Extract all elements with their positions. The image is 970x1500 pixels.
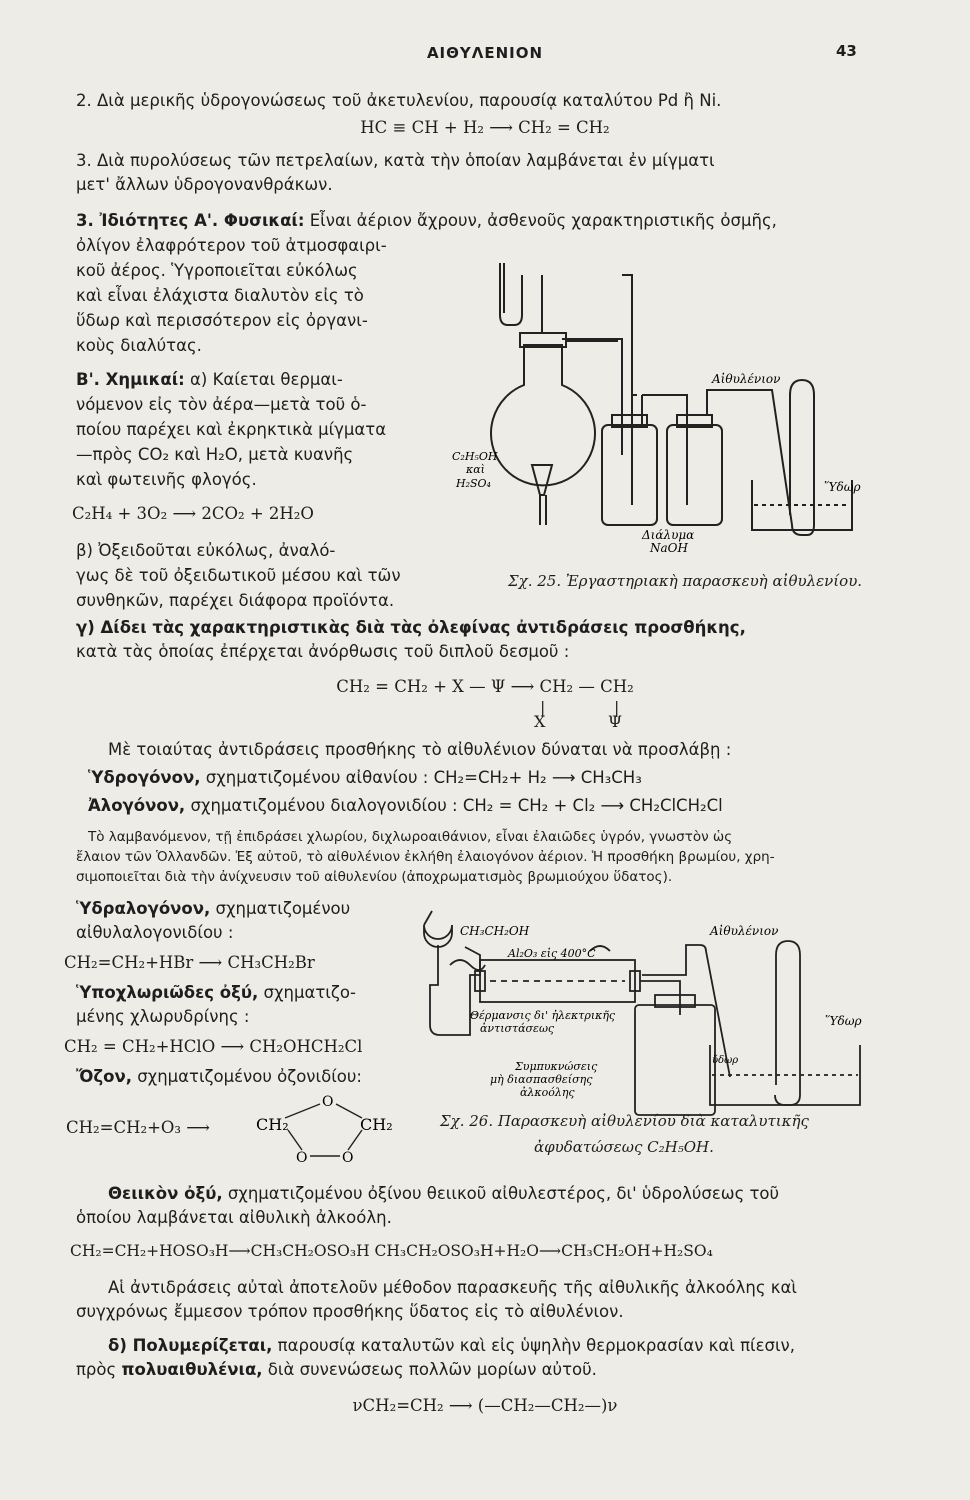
text-line — [76, 210, 888, 232]
text-line — [108, 1335, 920, 1357]
text-line: καὶ εἶναι ἐλάχιστα διαλυτὸν εἰς τὸ — [76, 286, 364, 305]
term: δ) Πολυμερίζεται, — [108, 1336, 273, 1355]
section-heading: Β'. Χημικαί: — [76, 370, 185, 389]
text-line: συνθηκῶν, παρέχει διάφορα προϊόντα. — [76, 591, 395, 610]
text-span: διὰ συνενώσεως πολλῶν μορίων αὐτοῦ. — [262, 1360, 597, 1379]
text-line: Μὲ τοιαύτας ἀντιδράσεις προσθήκης τὸ αἰθυλένιον δύναται νὰ προσλάβῃ : — [108, 740, 732, 759]
ozonide-oxygen: O — [322, 1094, 334, 1110]
text-span: σχηματιζομένου ὀζονιδίου: — [131, 1067, 362, 1086]
label-solution: NaOH — [650, 541, 688, 555]
text-line: 2. Διὰ μερικῆς ὑδρογονώσεως τοῦ ἀκετυλενίου, παρουσίᾳ καταλύτου Pd ἢ Ni. — [76, 91, 722, 110]
text-line — [76, 1066, 466, 1088]
text-line: κοὺς διαλύτας. — [76, 336, 202, 355]
equation: CH₂ = CH₂ + X — Ψ ⟶ CH₂ — CH₂ — [336, 677, 634, 696]
text-span: σχηματιζομένου αἰθανίου : CH₂=CH₂+ H₂ ⟶ CH₃CH₃ — [200, 768, 642, 787]
text-line: συγχρόνως ἔμμεσον τρόπον προσθήκης ὕδατος εἰς τὸ αἰθυλένιον. — [76, 1302, 624, 1321]
wash-bottle-1 — [602, 425, 657, 525]
text-line — [76, 369, 466, 391]
equation: HC ≡ CH + H₂ ⟶ CH₂ = CH₂ — [360, 118, 610, 137]
ozonide-structure — [250, 1090, 410, 1170]
equation: CH₂=CH₂+HOSO₃H⟶CH₃CH₂OSO₃H CH₃CH₂OSO₃H+H₂O⟶CH₃CH₂OH+H₂SO₄ — [70, 1242, 713, 1260]
text-line — [108, 1183, 920, 1205]
text-line: ὁποίου λαμβάνεται αἰθυλικὴ ἀλκοόλη. — [76, 1208, 392, 1227]
condensate-bottle — [635, 1005, 715, 1115]
ozonide-carbon: CH₂ — [360, 1115, 393, 1134]
wash-bottle-2 — [667, 425, 722, 525]
section-heading: 3. Ἰδιότητες Α'. Φυσικαί: — [76, 211, 305, 230]
equation: CH₂=CH₂+HBr ⟶ CH₃CH₂Br — [64, 953, 315, 972]
label-ethylene: Αἰθυλένιον — [710, 924, 779, 938]
text-span: σχηματιζομένου ὀξίνου θειικοῦ αἰθυλεστέρος, δι' ὑδρολύσεως τοῦ — [222, 1184, 780, 1203]
ozonide-carbon: CH₂ — [256, 1115, 289, 1134]
equation: CH₂=CH₂+O₃ ⟶ — [66, 1118, 210, 1137]
dropping-funnel — [424, 911, 452, 947]
label-condensed: Συμπυκνώσεις — [515, 1060, 598, 1073]
text-line: β) Ὀξειδοῦται εὐκόλως, ἀναλό- — [76, 541, 336, 560]
label-water: Ὕδωρ — [824, 480, 861, 494]
text-line: γ) Δίδει τὰς χαρακτηριστικὰς διὰ τὰς ὀλεφίνας ἀντιδράσεις προσθήκης, — [76, 618, 746, 637]
text-line — [76, 898, 466, 920]
label-water-small: ὕδωρ — [712, 1055, 739, 1066]
text-line: μένης χλωρυδρίνης : — [76, 1007, 250, 1026]
figure-25-apparatus — [452, 255, 882, 555]
text-line: αἰθυλαλογονιδίου : — [76, 923, 234, 942]
term: Ὑδραλογόνον, — [76, 899, 211, 918]
label-solution: Διάλυμα — [642, 528, 695, 542]
term: Ὄζον, — [76, 1067, 132, 1086]
term: Θειικὸν ὀξύ, — [108, 1184, 223, 1203]
text-line: Αἱ ἀντιδράσεις αὐταὶ ἀποτελοῦν μέθοδον παρασκευῆς τῆς αἰθυλικῆς ἀλκοόλης καὶ — [108, 1278, 797, 1297]
label-reagents: H₂SO₄ — [456, 477, 491, 490]
substituent: X — [534, 712, 546, 731]
label-ethylene: Αἰθυλένιον — [712, 372, 781, 386]
figure-26-caption: ἀφυδατώσεως C₂H₅OH. — [534, 1138, 714, 1156]
figure-26-caption: Σχ. 26. Παρασκευὴ αἰθυλενίου διὰ καταλυτικῆς — [440, 1112, 809, 1130]
label-heating: Θέρμανσις δι' ἠλεκτρικῆς — [470, 1009, 616, 1022]
figure-26-apparatus — [410, 905, 870, 1120]
text-line — [88, 767, 900, 789]
small-text-line: Τὸ λαμβανόμενον, τῇ ἐπιδράσει χλωρίου, διχλωροαιθάνιον, εἶναι ἐλαιῶδες ὑγρόν, γνωστὸν ὡς — [88, 829, 733, 845]
text-line: μετ' ἄλλων ὑδρογονανθράκων. — [76, 175, 333, 194]
text-line: γως δὲ τοῦ ὀξειδωτικοῦ μέσου καὶ τῶν — [76, 566, 401, 585]
small-text-line: σιμοποιεῖται διὰ τὴν ἀνίχνευσιν τοῦ αἰθυλενίου (ἀποχρωματισμὸς βρωμιούχου ὕδατος). — [76, 869, 673, 885]
equation: νCH₂=CH₂ ⟶ (—CH₂—CH₂—)ν — [352, 1396, 618, 1415]
text-line: καὶ φωτεινῆς φλογός. — [76, 470, 257, 489]
term: πολυαιθυλένια, — [121, 1360, 263, 1379]
text-line: κατὰ τὰς ὁποίας ἐπέρχεται ἀνόρθωσις τοῦ διπλοῦ δεσμοῦ : — [76, 642, 570, 661]
text-line: ὀλίγον ἐλαφρότερον τοῦ ἀτμοσφαιρι- — [76, 236, 387, 255]
text-line — [76, 982, 466, 1004]
text-line — [76, 1359, 888, 1381]
label-water: Ὕδωρ — [825, 1014, 862, 1028]
label-ethanol: CH₃CH₂OH — [460, 924, 530, 938]
text-line: —πρὸς CO₂ καὶ H₂O, μετὰ κυανῆς — [76, 445, 354, 464]
label-condensed: ἀλκοόλης — [520, 1086, 575, 1099]
bond-mark: | — [614, 698, 620, 717]
label-condensed: μὴ διασπασθείσης — [490, 1073, 593, 1086]
bond-mark: | — [540, 698, 546, 717]
text-line: ποίου παρέχει καὶ ἐκρηκτικὰ μίγματα — [76, 420, 387, 439]
page-number: 43 — [836, 42, 857, 60]
equation: C₂H₄ + 3O₂ ⟶ 2CO₂ + 2H₂O — [72, 504, 314, 523]
text-span: Εἶναι ἀέριον ἄχρουν, ἀσθενοῦς χαρακτηριστικῆς ὀσμῆς, — [304, 211, 777, 230]
ozonide-oxygen: O — [342, 1150, 354, 1166]
text-line: ὕδωρ καὶ περισσότερον εἰς ὀργανι- — [76, 311, 368, 330]
text-line — [88, 795, 900, 817]
text-line: νόμενον εἰς τὸν ἀέρα—μετὰ τοῦ ὁ- — [76, 395, 367, 414]
ozonide-oxygen: O — [296, 1150, 308, 1166]
collecting-tube — [790, 380, 814, 535]
running-header: ΑΙΘΥΛΕΝΙΟΝ — [426, 44, 544, 62]
text-span: σχηματιζομένου — [210, 899, 351, 918]
equation: CH₂ = CH₂+HClO ⟶ CH₂OHCH₂Cl — [64, 1037, 363, 1056]
text-span: α) Καίεται θερμαι- — [184, 370, 343, 389]
label-catalyst: Al₂O₃ εἰς 400°C — [508, 947, 596, 960]
term: Ὑδρογόνον, — [88, 768, 201, 787]
figure-25-caption: Σχ. 25. Ἐργαστηριακὴ παρασκευὴ αἰθυλενίου. — [508, 572, 863, 590]
text-span: σχηματιζο- — [258, 983, 356, 1002]
small-text-line: ἔλαιον τῶν Ὁλλανδῶν. Ἐξ αὐτοῦ, τὸ αἰθυλένιον ἐκλήθη ἐλαιογόνον ἀέριον. Ἡ προσθήκη βρωμίου, χρη- — [76, 849, 775, 865]
label-reagents: C₂H₅OH — [452, 450, 498, 463]
text-line: 3. Διὰ πυρολύσεως τῶν πετρελαίων, κατὰ τὴν ὁποίαν λαμβάνεται ἐν μίγματι — [76, 151, 715, 170]
collecting-tube — [775, 941, 800, 1105]
text-span: σχηματιζομένου διαλογονιδίου : CH₂ = CH₂ + Cl₂ ⟶ CH₂ClCH₂Cl — [185, 796, 723, 815]
term: Ἀλογόνον, — [88, 796, 186, 815]
text-line: κοῦ ἀέρος. Ὑγροποιεῖται εὐκόλως — [76, 261, 358, 280]
term: Ὑποχλωριῶδες ὀξύ, — [76, 983, 259, 1002]
text-span: πρὸς — [76, 1360, 122, 1379]
text-span: παρουσίᾳ καταλυτῶν καὶ εἰς ὑψηλὴν θερμοκρασίαν καὶ πίεσιν, — [272, 1336, 796, 1355]
label-heating: ἀντιστάσεως — [480, 1022, 555, 1035]
substituent: Ψ — [608, 712, 623, 731]
label-reagents: καὶ — [466, 463, 485, 476]
